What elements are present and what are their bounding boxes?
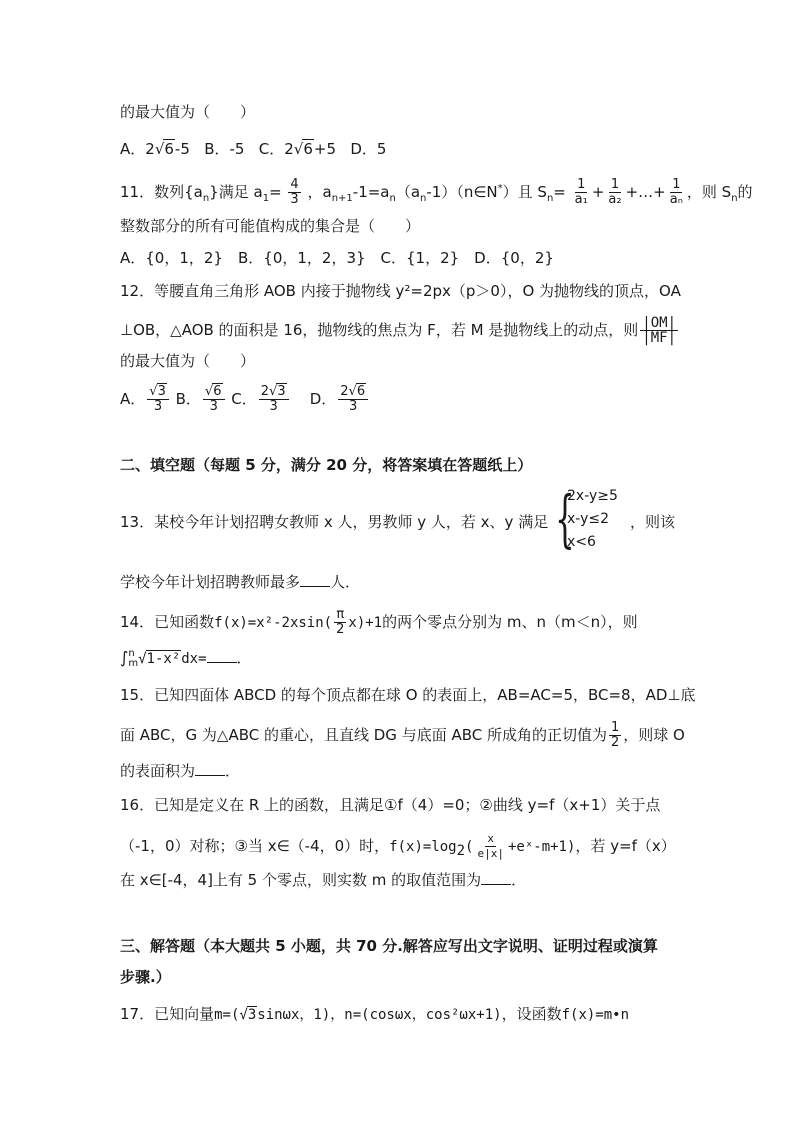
- q12-options: A． $\frac{√3}{3}$ B． $\frac{√6}{3}$ C． $\frac{2√3}{3}$ D． $\frac{2√6}{3}$: [120, 385, 370, 414]
- q13-line2: 学校今年计划招聘教师最多 人．: [120, 573, 361, 591]
- q12-line1: 12．等腰直角三角形 AOB 内接于抛物线 y²=2px（p＞0），O 为抛物线的顶点，OA: [120, 282, 681, 300]
- option-b-fraction: $\frac{√6}{3}$: [203, 385, 225, 414]
- fraction-1-2: $\frac{1}{2}$: [611, 720, 620, 750]
- fraction-pi-2: $\frac{\pi}{2}$: [336, 607, 345, 637]
- section-2-title: 二、填空题（每题 5 分，满分 20 分，将答案填在答题纸上）: [120, 456, 533, 474]
- q14-line1: 14．已知函数f(x)=x²-2xsin( $\frac{\pi}{2}$ x)+1的两个零点分别为 m、n（m＜n），则: [120, 607, 638, 637]
- q16-line2: （-1，0）对称；③当 x∈（-4，0）时，$f(x)=\log_2$( $\frac{x}{e|x|}$ +eˣ-m+1)，若 y=f（x）: [120, 832, 676, 860]
- fraction-4-3: $\frac{4}{3}$: [290, 177, 299, 207]
- option-a-fraction: $\frac{√3}{3}$: [147, 385, 169, 414]
- fraction-om-mf: $\frac{|OM|}{|MF|}$: [642, 315, 677, 346]
- q16-line1: 16．已知是定义在 R 上的函数，且满足①f（4）=0；②曲线 y=f（x+1）关于点: [120, 796, 661, 814]
- answer-blank: [195, 761, 225, 776]
- q13-line1: 13．某校今年计划招聘女教师 x 人，男教师 y 人，若 x、y 满足: [120, 513, 549, 531]
- fraction-1-a1: $\frac{1}{\text{a₁}}$: [574, 177, 588, 207]
- q16-line3: 在 x∈[-4，4]上有 5 个零点，则实数 m 的取值范围为 ．: [120, 871, 527, 889]
- fraction-1-an: $\frac{1}{\text{aₙ}}$: [669, 177, 683, 207]
- q10-options: A．2√6-5 B．-5 C．2√6+5 D．5: [120, 140, 387, 158]
- q11-line2: 整数部分的所有可能值构成的集合是（ ）: [120, 217, 421, 235]
- q13-tail: ，则该: [630, 513, 676, 531]
- fraction-x-exabs: $\frac{x}{e|x|}$: [477, 832, 504, 860]
- q15-line3: 的表面积为 ．: [120, 762, 241, 780]
- q11-options: A．{0，1，2} B．{0，1，2，3} C．{1，2} D．{0，2}: [120, 249, 554, 267]
- constraint-2: x-y≤2: [567, 511, 610, 527]
- q12-line3: 的最大值为（ ）: [120, 352, 256, 370]
- q14-line2: ∫ n m √1-x²dx= ．: [120, 647, 252, 669]
- section-3-title: 三、解答题（本大题共 5 小题，共 70 分.解答应写出文字说明、证明过程或演算: [120, 937, 658, 955]
- constraint-3: x<6: [567, 534, 596, 550]
- option-c-fraction: $\frac{2√3}{3}$: [259, 385, 289, 414]
- answer-blank: [207, 648, 237, 663]
- q10-text: 的最大值为（ ）: [120, 103, 256, 121]
- answer-blank: [481, 870, 511, 885]
- section-3-title-cont: 步骤.）: [120, 968, 171, 986]
- q12-line2: ⊥OB，△AOB 的面积是 16，抛物线的焦点为 F，若 M 是抛物线上的动点，则 $\frac{|OM|}{|MF|}$: [120, 315, 677, 346]
- q11-line1: 11．数列$\{a_n\}$满足 $a_1=$ $\frac{4}{3}$ ，$a_{n+1}-1=a_n(a_n-1)(n\in N^*)$且 $S_n=$ $\frac{1}{\text{a₁}}$ + $\frac{1}{\text{a₂}}$ +…+ $\frac{1}{\text{aₙ}}$ ，则 $S_n$的: [120, 177, 753, 207]
- q15-line1: 15．已知四面体 ABCD 的每个顶点都在球 O 的表面上，AB=AC=5，BC=8，AD⊥底: [120, 686, 696, 704]
- option-d-fraction: $\frac{2√6}{3}$: [338, 385, 368, 414]
- brace-icon: {: [555, 482, 575, 555]
- fraction-1-a2: $\frac{1}{\text{a₂}}$: [608, 177, 622, 207]
- q17-line1: 17．已知向量m=(√3sinωx，1)，n=(cosωx，cos²ωx+1)，设函数f(x)=m•n: [120, 1005, 630, 1023]
- q15-line2: 面 ABC，G 为△ABC 的重心，且直线 DG 与底面 ABC 所成角的正切值为 $\frac{1}{2}$ ，则球 O: [120, 720, 685, 750]
- constraint-1: 2x-y≥5: [567, 488, 618, 504]
- answer-blank: [300, 572, 330, 587]
